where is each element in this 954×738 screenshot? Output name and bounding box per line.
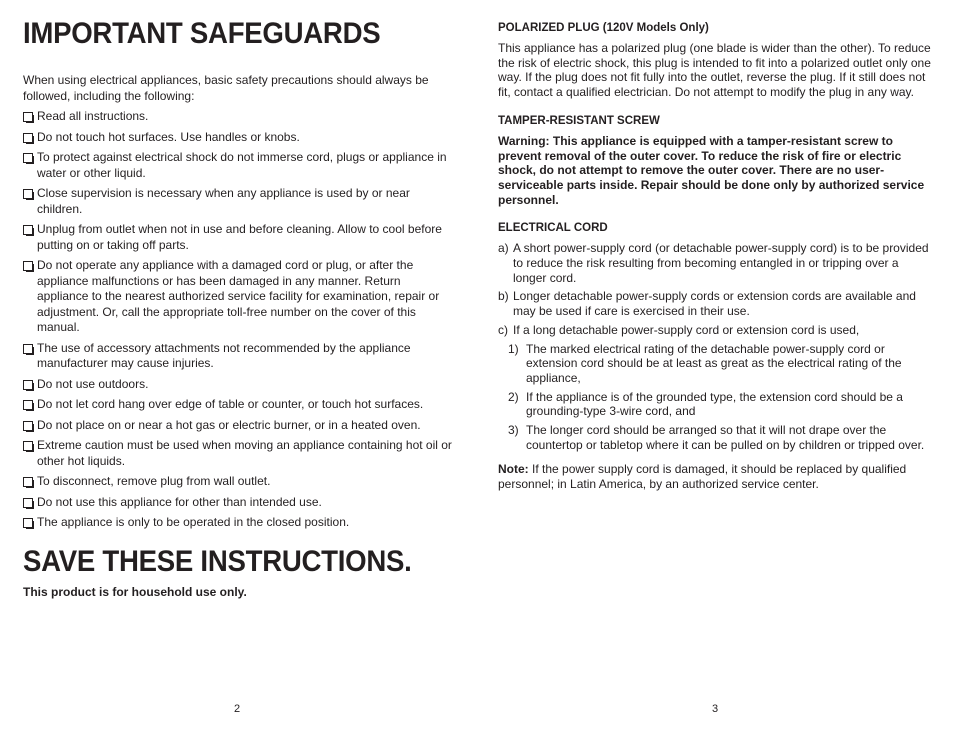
list-item: 1) The marked electrical rating of the detachable power-supply cord or extension cord should be at least as great as the electrical rating of the appliance, (508, 341, 902, 385)
checkbox-icon (23, 133, 33, 143)
list-item: Do not use outdoors. (23, 377, 455, 393)
list-item: Do not operate any appliance with a damaged cord or plug, or after the appliance malfunctions or has been damaged in any manner. Return appliance to the nearest authorized service facility for examination, repair or adjustment. Or, call the appropriate toll-free number on the cover of this manual. (23, 258, 455, 336)
list-item: a) A short power-supply cord (or detachable power-supply cord) is to be provided to reduce the risk resulting from becoming entangled in or tripping over a longer cord. (498, 241, 929, 285)
checkbox-icon (23, 225, 33, 235)
list-item: The appliance is only to be operated in the closed position. (23, 515, 455, 531)
list-item: Close supervision is necessary when any appliance is used by or near children. (23, 186, 455, 217)
left-page (23, 0, 455, 738)
checkbox-icon (23, 477, 33, 487)
checkbox-icon (23, 344, 33, 354)
checkbox-icon (23, 421, 33, 431)
list-item: The use of accessory attachments not recommended by the appliance manufacturer may cause injuries. (23, 341, 455, 372)
electrical-cord-title: ELECTRICAL CORD (498, 222, 608, 235)
checkbox-icon (23, 261, 33, 271)
list-item: Do not let cord hang over edge of table or counter, or touch hot surfaces. (23, 397, 455, 413)
note-label: Note: (498, 462, 529, 477)
safeguards-list (23, 109, 455, 531)
list-item: b) Longer detachable power-supply cords or extension cords are available and may be used if care is exercised in their use. (498, 289, 916, 319)
list-item: 3) The longer cord should be arranged so that it will not drape over the countertop or tabletop where it can be pulled on by children or tripped over. (508, 423, 925, 452)
cord-note (498, 462, 934, 491)
list-item: To disconnect, remove plug from wall outlet. (23, 474, 455, 490)
page-number-left: 2 (234, 703, 241, 715)
right-page (498, 0, 934, 738)
cord-sublist (498, 342, 934, 453)
list-item: To protect against electrical shock do not immerse cord, plugs or appliance in water or other liquid. (23, 150, 455, 181)
list-item: Read all instructions. (23, 109, 455, 125)
list-item: Do not touch hot surfaces. Use handles or knobs. (23, 130, 455, 146)
intro-text: When using electrical appliances, basic safety precautions should always be followed, including the following: (23, 73, 429, 103)
tamper-screw-text: Warning: This appliance is equipped with a tamper-resistant screw to prevent removal of the outer cover. To reduce the risk of fire or electric shock, do not attempt to remove the outer cover. There are no user-serviceable parts inside. Repair should be done only by authorized service personnel. (498, 133, 925, 207)
polarized-plug-text: This appliance has a polarized plug (one blade is wider than the other). To reduce the risk of electric shock, this plug is intended to fit into a polarized outlet only one way. If the plug does not fit fully into the outlet, reverse the plug. If it still does not fit, contact a qualified electrician. Do not attempt to modify the plug in any way. (498, 41, 931, 100)
list-item: Extreme caution must be used when moving an appliance containing hot oil or other hot liquids. (23, 438, 455, 469)
checkbox-icon (23, 441, 33, 451)
checkbox-icon (23, 518, 33, 528)
list-item: 2) If the appliance is of the grounded type, the extension cord should be a grounding-type 3-wire cord, and (508, 389, 903, 419)
checkbox-icon (23, 153, 33, 163)
checkbox-icon (23, 112, 33, 122)
page-title: IMPORTANT SAFEGUARDS (23, 17, 381, 50)
list-item: Unplug from outlet when not in use and before cleaning. Allow to cool before putting on or taking off parts. (23, 222, 455, 253)
polarized-plug-title: POLARIZED PLUG (120V Models Only) (498, 22, 709, 34)
note-text: If the power supply cord is damaged, it should be replaced by qualified personnel; in Latin America, by an authorized service center. (498, 462, 907, 492)
checkbox-icon (23, 498, 33, 508)
checkbox-icon (23, 400, 33, 410)
list-item: Do not use this appliance for other than intended use. (23, 495, 455, 511)
list-item: Do not place on or near a hot gas or electric burner, or in a heated oven. (23, 418, 455, 434)
checkbox-icon (23, 189, 33, 199)
list-item: c) If a long detachable power-supply cord or extension cord is used, (498, 322, 860, 337)
household-note: This product is for household use only. (23, 584, 247, 599)
checkbox-icon (23, 380, 33, 390)
tamper-screw-title: TAMPER-RESISTANT SCREW (498, 114, 660, 127)
page-number-right: 3 (712, 703, 719, 715)
cord-list (498, 241, 934, 337)
save-instructions-heading: SAVE THESE INSTRUCTIONS. (23, 544, 412, 578)
